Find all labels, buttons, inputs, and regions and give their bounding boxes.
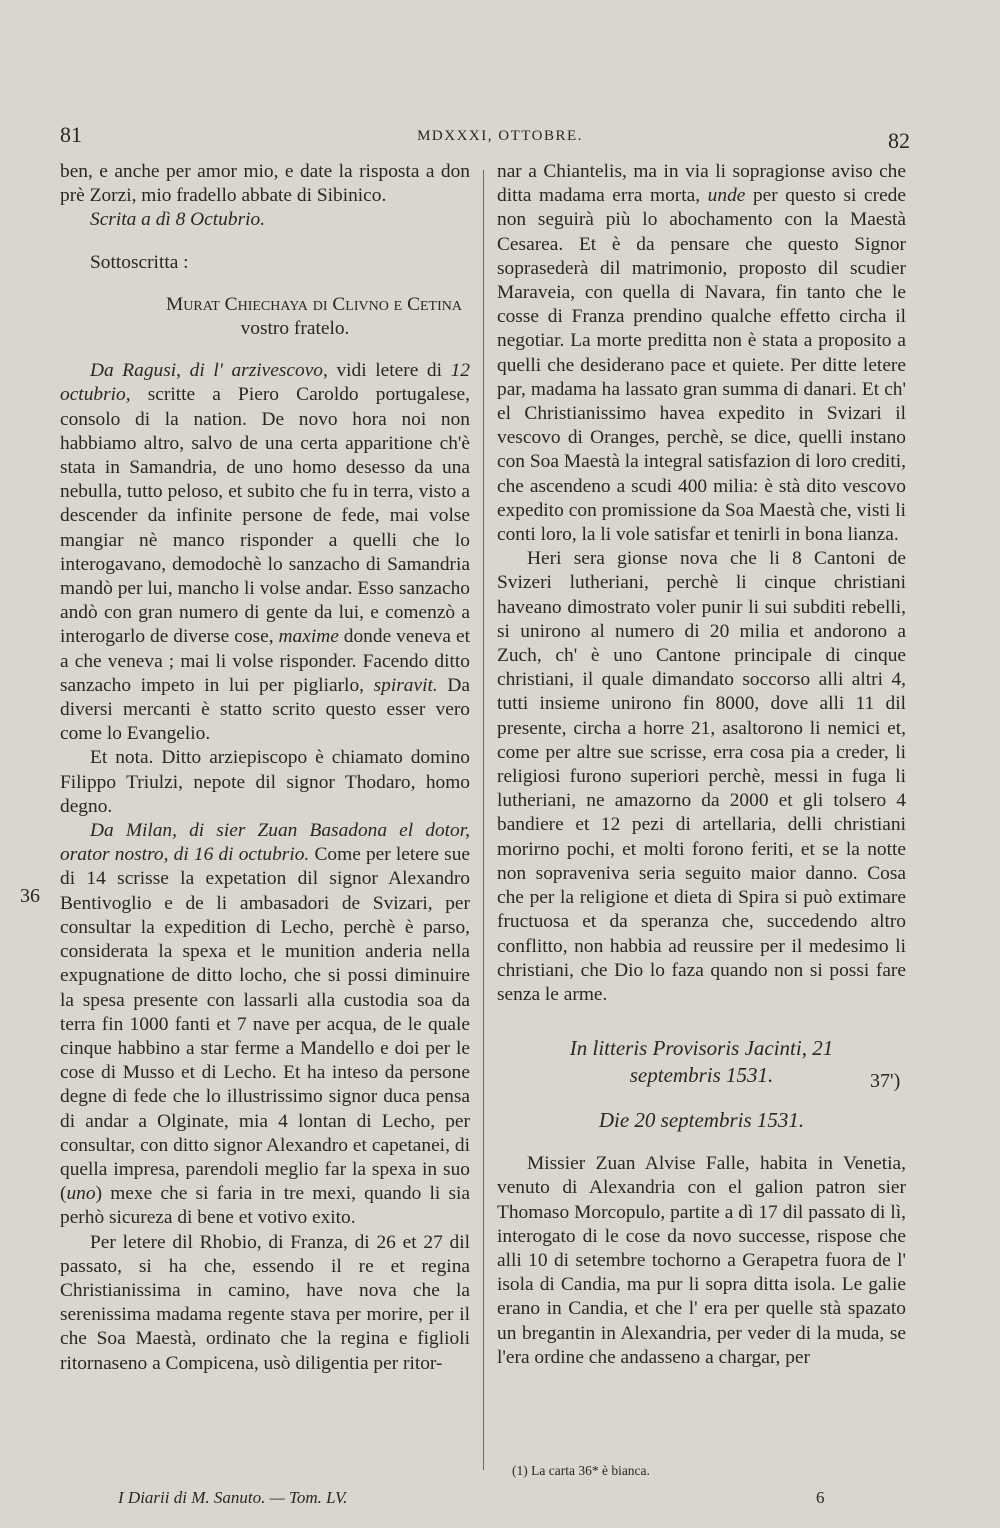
text-run: ) mexe che si faria in tre mexi, quando li sia perhò sicureza di bene et votivo exito. [60, 1183, 470, 1229]
running-head: MDXXXI, OTTOBRE. [417, 128, 583, 144]
page-number-right: 82 [888, 128, 910, 153]
spacer [497, 1089, 906, 1107]
spacer [497, 1007, 906, 1035]
section-heading: In litteris Provisoris Jacinti, 21 septembris 1531. [569, 1036, 834, 1088]
latin-word: maxime [278, 626, 339, 648]
page-number-left: 81 [60, 122, 82, 147]
paragraph: Et nota. Ditto arziepiscopo è chiamato domino Filippo Triulzi, nepote dil signor Thodaro, homo degno. [60, 747, 470, 817]
paragraph [60, 359, 470, 746]
spacer [497, 1134, 906, 1152]
entry-date: 12 octubrio, [60, 360, 470, 406]
signer-role: vostro fratelo. [240, 318, 350, 340]
spacer [60, 233, 470, 251]
text-run: donde veneva et a che veneva ; mai li volse risponder. Facendo ditto sanzacho impeto in lui per pigliarlo, [60, 626, 470, 696]
paragraph: Per letere dil Rhobio, di Franza, di 26 et 27 dil passato, si ha che, essendo il re et regina Christianissima in camino, have nova che la serenissima madama regente stava per morire, per il che Soa Maestà, ordinato che la regina e figlioli ritornaseno a Compicena, usò diligentia per ritor- [60, 1231, 470, 1374]
spacer [60, 341, 470, 359]
text-run: vidi letere di [327, 360, 451, 382]
subscribed-label: Sottoscritta : [90, 251, 189, 273]
paragraph: ben, e anche per amor mio, e date la risposta a don prè Zorzi, mio fradello abbate di Sibinico. [60, 161, 470, 207]
spacer [60, 275, 470, 293]
text-run: Come per letere sue di 14 scrisse la expetation dil signor Alexandro Bentivoglio e de li ambasadori de Svizari, per consultar la expedition di Lecho, perchè è parso, considerata la spexa et le munition anderia nella expugnatione de ditto locho, che si possi diminuire la spesa presente con lassarli alla custodia soa da terra fin 1000 fanti et 7 nave per acqua, de le quale cinque habbino a star ferme a Mandello e doi per le cose di Musso et di Lecho. Et ha inteso da persone degne di fede che lo illustrissimo signor duca pensa di andar a Olginate, mia 4 lontan di Lecho, per consultar, con ditto signor Alexandro et capetanei, di quella impresa, parendoli meglio far la spexa in suo ( [60, 844, 471, 1205]
footnote: (1) La carta 36* è bianca. [512, 1463, 650, 1478]
right-column [497, 160, 906, 1370]
column-rule [483, 170, 484, 1470]
latin-word: unde [707, 185, 746, 207]
paragraph: Missier Zuan Alvise Falle, habita in Venetia, venuto di Alexandria con el galion patron sier Thomaso Morcopulo, partite a dì 17 dil passato di lì, interogato di le cose da novo successe, rispose che alli 10 di setembre tochorno a Gerapetra fuora de l' isola di Candia, ma pur li sopra ditta isola. Le galie erano in Candia, et che l' era per quelle stà spazato un bregantin in Alexandria, per veder di la muda, se l'era ordine che andasseno a chargar, per [497, 1153, 906, 1368]
left-column [60, 160, 470, 1376]
footer-title: I Diarii di M. Sanuto. — Tom. LV. [118, 1488, 348, 1507]
signer-name: Murat Chiechaya di Clivno e Cetina [166, 293, 462, 315]
footer-signature: 6 [816, 1488, 825, 1507]
latin-word: spiravit. [373, 674, 438, 696]
paragraph [497, 160, 906, 547]
paragraph [60, 819, 470, 1230]
latin-word: uno [66, 1183, 96, 1205]
entry-lead: Da Milan, di sier Zuan Basadona el dotor, orator nostro, di 16 di octubrio. [60, 820, 470, 866]
text-run: Da diversi mercanti è statto scrito questo esser vero come lo Evangelio. [60, 674, 470, 745]
entry-lead: Da Ragusi, di l' arzivescovo, [90, 360, 328, 382]
text-run: per questo si crede non seguirà più lo abochamento con la Maestà Cesarea. Et è da pensare che questo Signor soprasederà dil matrimonio, proposto dil scudier Maraveia, con quella di Navara, fin tanto che le cosse di Franza prendino qualche effetto circha il negotiar. La morte preditta non è stata a proposito a quelli che desiderano pace et quiete. Per ditte letere par, madama ha lassato gran summa di danari. Et ch' el Christianissimo havea expedito in Svizari il vescovo di Oranges, perchè, se dice, quelli instano con Soa Maestà la integral satisfazion di loro crediti, che ascendeno a scudi 400 milia: è stà dito vescovo expedito con promissione da Soa Maestà che, visti li conti loro, la li vole satisfar et tenirli in bona lianza. [497, 185, 906, 546]
margin-marker-right: 37') [870, 1070, 901, 1092]
letter-date: Scrita a dì 8 Octubrio. [90, 209, 266, 231]
text-run: scritte a Piero Caroldo portugalese, consolo di la nation. De novo hora noi non habbiamo altro, salvo de una certa apparitione ch'è stata in Samandria, de uno homo desesso da una nebulla, tutto peloso, et subito che fu in terra, visto a descender da infinite persone de fede, mai volse mangiar nè manco risponder a quelli che lo interogavano, demodochè lo sanzacho di Samandria mandò per lui, mancho li volse andar. Esso sanzacho andò con gran numero di gente da lui, e comenzò a interogarlo de diverse cose, [60, 384, 470, 648]
section-heading: Die 20 septembris 1531. [598, 1108, 805, 1133]
margin-marker-left: 36 [20, 885, 40, 907]
paragraph: Heri sera gionse nova che li 8 Cantoni de Svizeri lutheriani, perchè li cinque christiani haveano dimostrato voler punir li sui subditi rebelli, si unirono al numero di 20 milia et andorono a Zuch, ch' è uno Cantone principale di cinque christiani, il quale dimandato soccorso alli altri 4, tutti insieme unirono fin 8000, dove alli 11 dil presente, circha a horre 21, asaltorono li nemici et, come per altre sue scrisse, erra cosa pia a creder, li religiosi furono superiori perchè, messi in fuga li lutheriani, ne amazorno da 2000 et gli tolsero 4 bandiere et 12 pezi di artellaria, delli christiani morirno pochi, et molti forono feriti, et se la notte non sopraveniva seria seguito maior danno. Cosa che per la religione et dieta di Spira si può extimare fructuosa et da speranza che, succedendo altro conflitto, non habbia ad reussire per il medesimo li christiani, che Dio lo faza quando non si possi fare senza le arme. [497, 548, 906, 1005]
text-run: nar a Chiantelis, ma in via li sopragionse aviso che ditta madama erra morta, [497, 161, 906, 207]
